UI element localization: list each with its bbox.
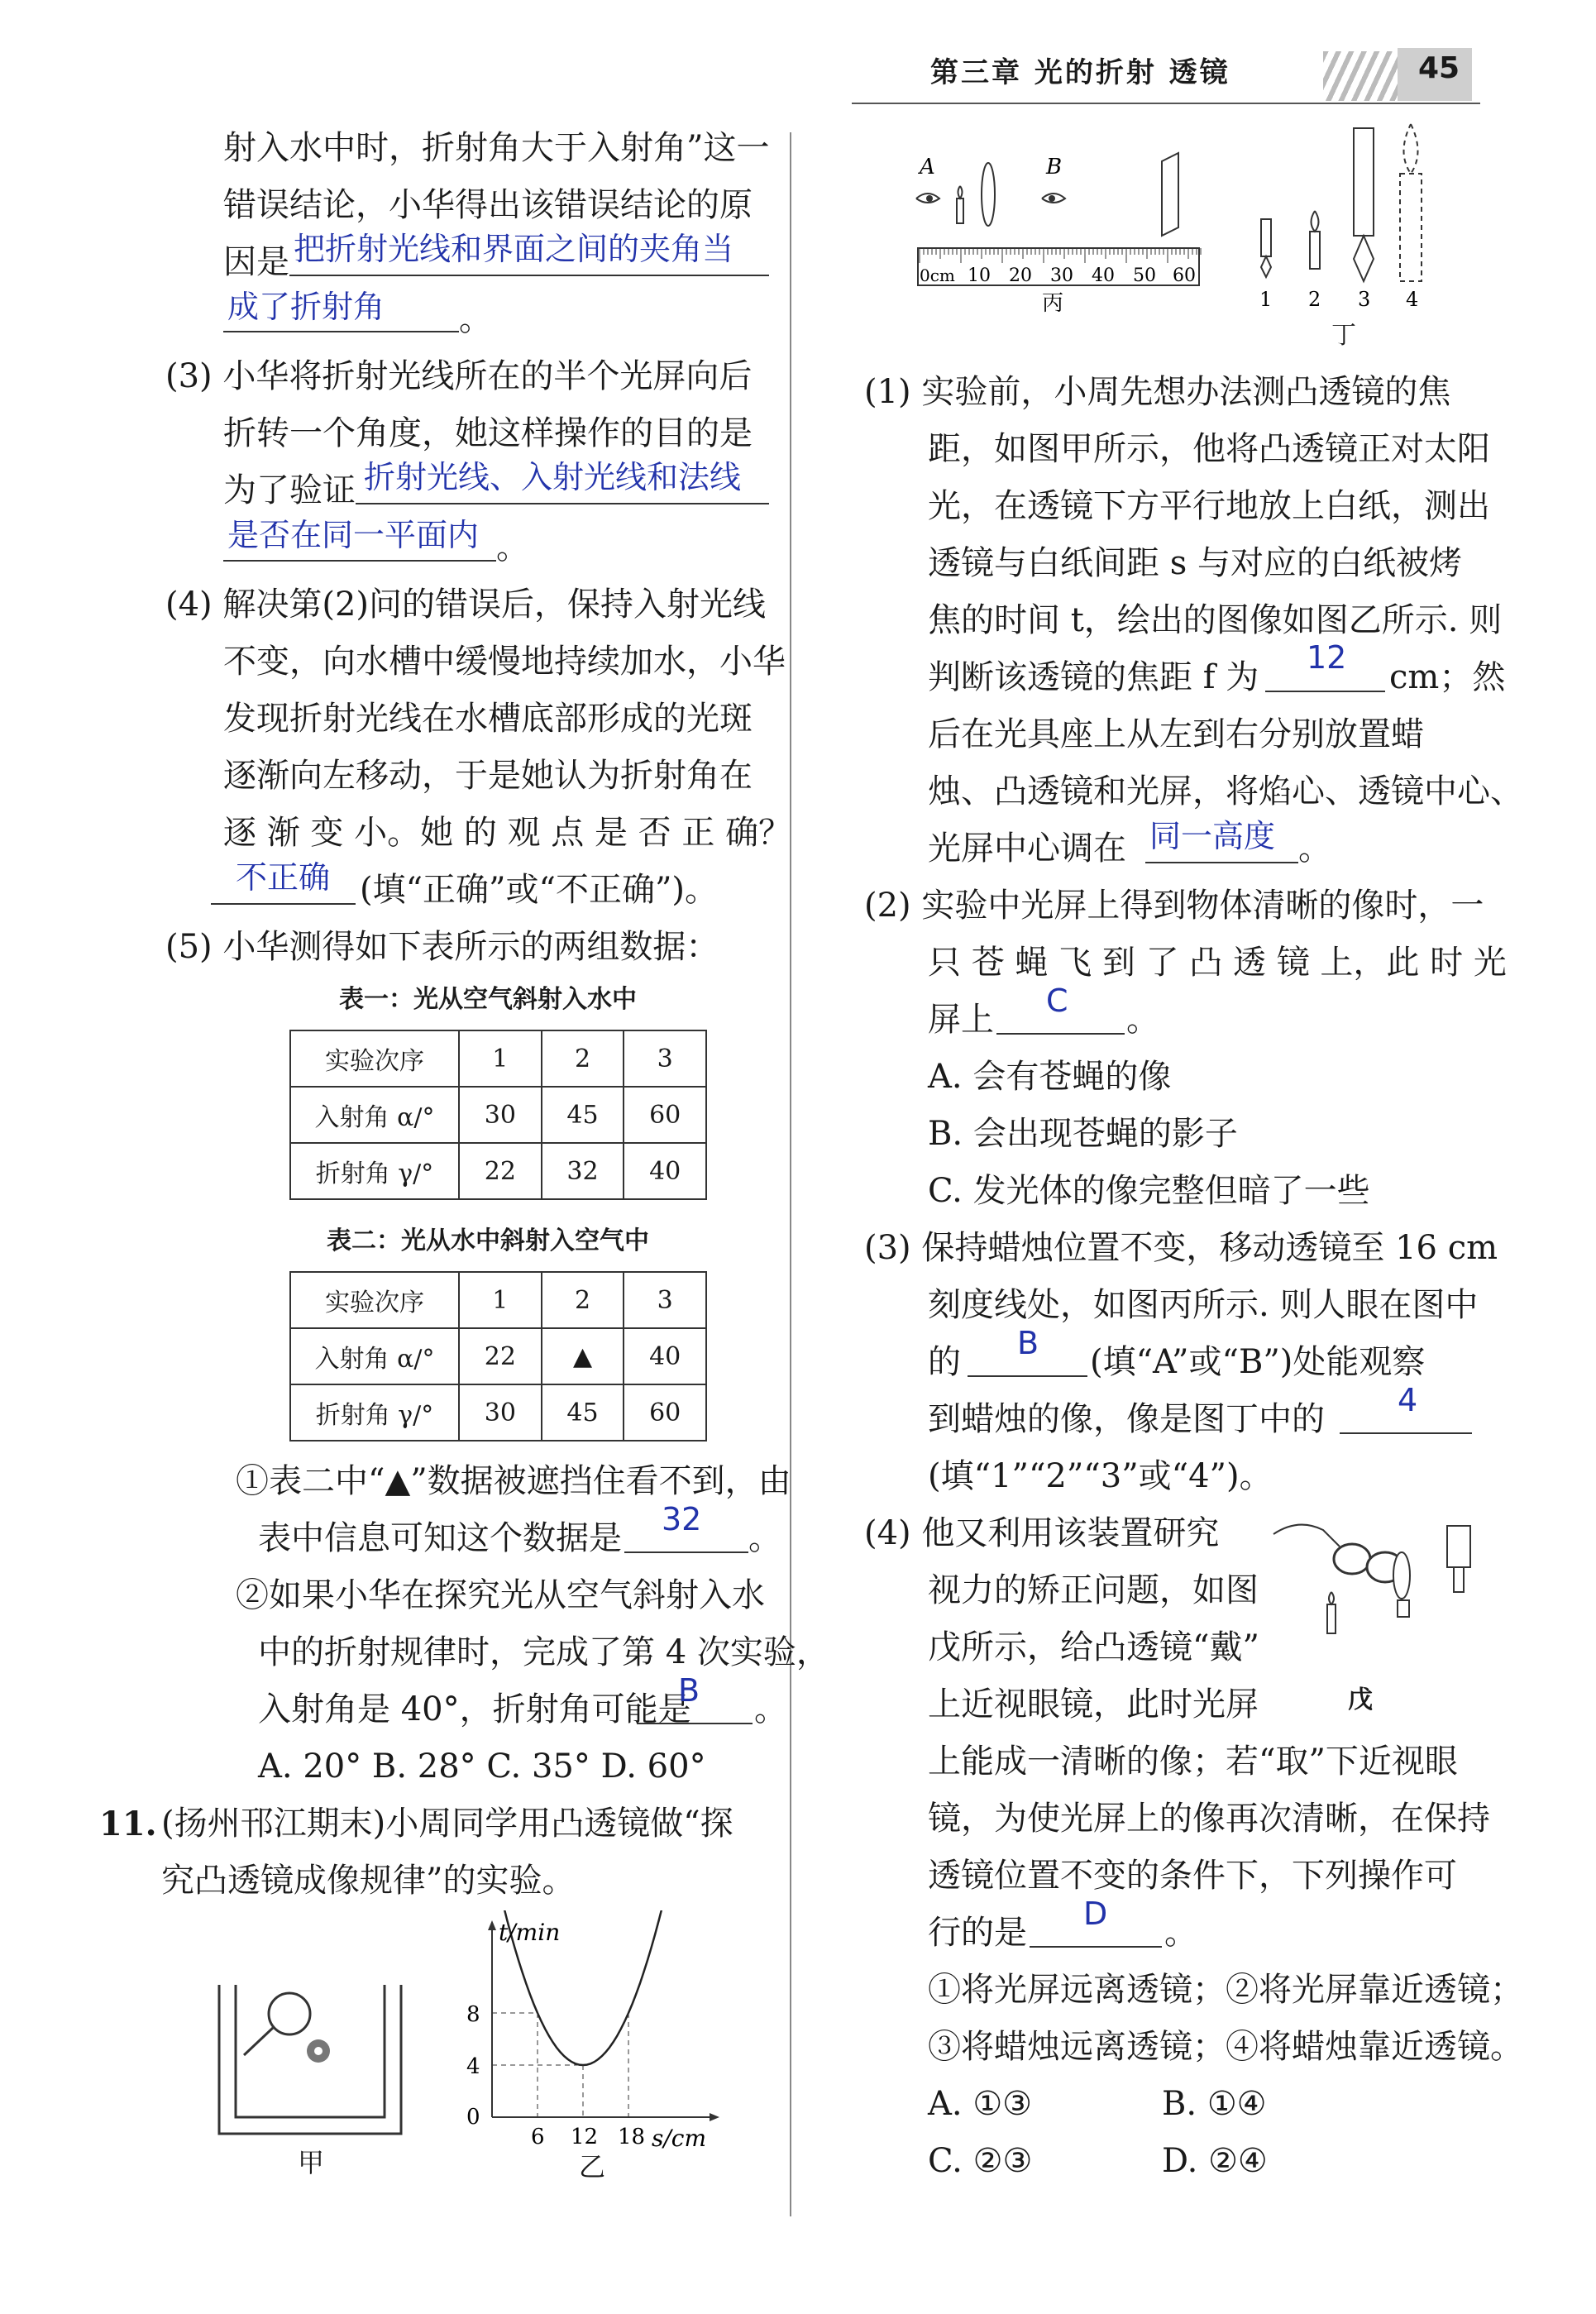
table-cell: 45: [542, 1384, 624, 1441]
question-11-number: 11.: [99, 1805, 157, 1843]
answer-q4: 不正确: [236, 859, 331, 896]
text-line: 行的是: [928, 1914, 1027, 1952]
answer-blank: [1265, 691, 1385, 692]
ruler-label: 10: [968, 265, 991, 286]
text-line: 上近视眼镜，此时光屏: [928, 1685, 1259, 1724]
text-line: 距，如图甲所示，他将凸透镜正对太阳: [928, 430, 1490, 468]
text-line: 镜，为使光屏上的像再次清晰，在保持: [928, 1800, 1490, 1838]
text-line: 后在光具座上从左到右分别放置蜡: [928, 715, 1424, 753]
text-line: 。: [748, 1519, 781, 1557]
image-4: [1400, 174, 1422, 281]
table-cell: 40: [624, 1328, 706, 1384]
answer-blank: [223, 331, 459, 332]
candle-icon: [1327, 1604, 1336, 1633]
text-line: 射入水中时，折射角大于入射角”这一: [223, 129, 770, 167]
option: A. 会有苍蝇的像: [928, 1058, 1172, 1096]
x-axis-label: s/cm: [652, 2125, 707, 2150]
answer-blank: [1145, 862, 1298, 863]
text-line: ①将光屏远离透镜；②将光屏靠近透镜；: [928, 1971, 1523, 2009]
ruler-label: 50: [1133, 265, 1156, 286]
answer-blank: [637, 1723, 753, 1724]
x-tick: 18: [618, 2125, 646, 2149]
sub-question-2: ②如果小华在探究光从空气斜射入水: [236, 1576, 765, 1614]
text-line: 因是: [223, 243, 289, 281]
text-line: 的: [928, 1343, 961, 1381]
figure-wu: [1265, 1509, 1480, 1675]
text-line: 刻度线处，如图丙所示. 则人眼在图中: [928, 1286, 1479, 1324]
y-tick: 8: [466, 2002, 480, 2027]
text-line: 逐 渐 变 小。她 的 观 点 是 否 正 确？: [223, 814, 792, 852]
text-line: 判断该透镜的焦距 f 为: [928, 658, 1259, 696]
answer-blank: [1340, 1432, 1472, 1434]
text-line: 中的折射规律时，完成了第 4 次实验，: [258, 1633, 829, 1671]
option: D. ②④: [1162, 2142, 1268, 2180]
ding-label: 4: [1406, 288, 1419, 311]
eye-a-label: A: [920, 155, 935, 179]
option: C. ②③: [928, 2142, 1033, 2180]
fig-ding-label: 丁: [1331, 321, 1356, 350]
x-tick: 12: [571, 2125, 599, 2149]
image-3: [1354, 128, 1374, 236]
option: A. ①③: [928, 2085, 1033, 2123]
answer-blank: [356, 503, 769, 504]
table-cell: 60: [624, 1384, 706, 1441]
table1: [289, 1030, 707, 1200]
text-line: (填“A”或“B”)处能观察: [1090, 1343, 1426, 1381]
answer-p3-c: B: [1017, 1325, 1039, 1361]
table-cell: 1: [459, 1272, 542, 1328]
magnifier-handle: [244, 2028, 273, 2055]
text-line: 焦的时间 t，绘出的图像如图乙所示. 则: [928, 601, 1503, 639]
option: C. 发光体的像完整但暗了一些: [928, 1172, 1370, 1210]
answer-blank: [996, 1033, 1125, 1035]
ding-label: 2: [1308, 288, 1321, 311]
question-p3: (3) 保持蜡烛位置不变，移动透镜至 16 cm: [864, 1229, 1498, 1267]
sub-question-1: ①表二中“▲”数据被遮挡住看不到，由: [236, 1462, 791, 1500]
text-line: 到蜡烛的像，像是图丁中的: [928, 1400, 1325, 1438]
text-line: 入射角是 40°，折射角可能是: [258, 1690, 691, 1728]
fig-bing-label: 丙: [1042, 291, 1064, 314]
text-line: 光屏中心调在: [928, 830, 1126, 868]
figure-bing: [910, 149, 1224, 314]
table1-caption: 表一：光从空气斜射入水中: [339, 985, 637, 1014]
text-line: (填“1”“2”“3”或“4”)。: [928, 1457, 1273, 1495]
question-3: (3) 小华将折射光线所在的半个光屏向后: [165, 357, 753, 395]
y-tick: 4: [466, 2054, 480, 2079]
answer-blank: [624, 1551, 748, 1553]
table-cell: 22: [459, 1328, 542, 1384]
ruler-label: 30: [1050, 265, 1073, 286]
text-line: 逐渐向左移动，于是她认为折射角在: [223, 757, 753, 795]
answer-s2: B: [678, 1672, 700, 1709]
image-2: [1310, 232, 1320, 269]
text-line: 发现折射光线在水槽底部形成的光斑: [223, 700, 753, 738]
header-stripes: [1323, 51, 1406, 101]
option: B. ①④: [1162, 2085, 1267, 2123]
ruler-label: 40: [1092, 265, 1115, 286]
figure-yi-graph: [455, 1910, 728, 2150]
text-line: 不变，向水槽中缓慢地持续加水，小华: [223, 643, 786, 681]
table-cell: ▲: [542, 1328, 624, 1384]
text-line: 透镜位置不变的条件下，下列操作可: [928, 1857, 1457, 1895]
text-line: 表中信息可知这个数据是: [258, 1519, 622, 1557]
answer-blank: [223, 560, 496, 562]
text-line: 视力的矫正问题，如图: [928, 1571, 1259, 1609]
table-cell: 折射角 γ/°: [290, 1384, 459, 1441]
fig-yi-label: 乙: [579, 2151, 606, 2183]
text-line: 错误结论，小华得出该错误结论的原: [223, 186, 753, 224]
text-line: 屏上: [928, 1001, 994, 1039]
answer-s1: 32: [662, 1501, 702, 1537]
table-cell: 32: [542, 1143, 624, 1199]
table-cell: 入射角 α/°: [290, 1328, 459, 1384]
eye-b-label: B: [1046, 155, 1063, 179]
option: B. 会出现苍蝇的影子: [928, 1115, 1238, 1153]
x-tick: 6: [531, 2125, 545, 2149]
table-cell: 45: [542, 1087, 624, 1143]
question-11: (扬州邗江期末)小周同学用凸透镜做“探: [161, 1805, 733, 1843]
text-line: 戊所示，给凸透镜“戴”: [928, 1628, 1259, 1666]
answer-reason-a: 把折射光线和界面之间的夹角当: [294, 231, 734, 267]
options-line: A. 20° B. 28° C. 35° D. 60°: [258, 1747, 706, 1786]
text-line: 为了验证: [223, 471, 356, 509]
answer-blank: [289, 275, 769, 276]
table-cell: 3: [624, 1272, 706, 1328]
text-line: 。: [1164, 1914, 1197, 1952]
table-cell: 60: [624, 1087, 706, 1143]
ruler-label: 0cm: [920, 265, 955, 285]
question-4: (4) 解决第(2)问的错误后，保持入射光线: [165, 586, 767, 624]
screen-icon: [1447, 1526, 1470, 1567]
table-cell: 1: [459, 1030, 542, 1087]
fig-wu-label: 戊: [1348, 1685, 1373, 1714]
question-5: (5) 小华测得如下表所示的两组数据：: [165, 928, 719, 966]
ruler-label: 20: [1009, 265, 1032, 286]
text-line: 只 苍 蝇 飞 到 了 凸 透 镜 上，此 时 光: [928, 944, 1507, 982]
answer-p3-d: 4: [1398, 1382, 1418, 1418]
answer-p4: D: [1083, 1896, 1108, 1932]
text-line: cm；然: [1389, 658, 1506, 696]
text-line: 。: [459, 300, 492, 338]
text-line: 。: [754, 1690, 787, 1728]
ruler-label: 60: [1173, 265, 1196, 286]
table-cell: 2: [542, 1272, 624, 1328]
figure-ding: [1245, 120, 1484, 314]
y-tick: 0: [466, 2105, 480, 2130]
table-cell: 30: [459, 1384, 542, 1441]
answer-blank: [211, 903, 356, 905]
table-cell: 实验次序: [290, 1030, 459, 1087]
table-cell: 折射角 γ/°: [290, 1143, 459, 1199]
hand-icon: [1273, 1525, 1340, 1547]
candle-icon: [957, 198, 963, 223]
answer-q3-a: 折射光线、入射光线和法线: [364, 459, 742, 495]
question-p2: (2) 实验中光屏上得到物体清晰的像时，一: [864, 887, 1484, 925]
text-line: 。: [496, 528, 529, 567]
screen-icon: [1162, 153, 1178, 236]
text-line: 折转一个角度，她这样操作的目的是: [223, 414, 753, 452]
answer-p1-i: 同一高度: [1149, 818, 1276, 854]
text-line: ③将蜡烛远离透镜；④将蜡烛靠近透镜。: [928, 2028, 1523, 2066]
table-cell: 40: [624, 1143, 706, 1199]
page-number: 45: [1418, 51, 1460, 85]
y-axis-label: t/min: [499, 1919, 561, 1946]
text-line: 烛、凸透镜和光屏，将焰心、透镜中心、: [928, 772, 1523, 810]
answer-reason-b: 成了折射角: [227, 289, 385, 325]
question-p4: (4) 他又利用该装置研究: [864, 1514, 1220, 1552]
text-line: 。: [1298, 830, 1331, 868]
lens-icon: [1393, 1552, 1410, 1599]
table2: [289, 1271, 707, 1441]
table-cell: 实验次序: [290, 1272, 459, 1328]
answer-blank: [1030, 1946, 1162, 1948]
text-line: (填“正确”或“不正确”)。: [360, 871, 719, 909]
header-rule: [852, 103, 1480, 104]
magnifier-lens: [269, 1993, 310, 2034]
table-cell: 30: [459, 1087, 542, 1143]
text-line: 。: [1126, 1001, 1159, 1039]
table-cell: 2: [542, 1030, 624, 1087]
ding-label: 3: [1358, 288, 1371, 311]
lens-icon: [982, 163, 995, 226]
text-line: 光，在透镜下方平行地放上白纸，测出: [928, 487, 1490, 525]
answer-blank: [968, 1375, 1087, 1377]
question-p1: (1) 实验前，小周先想办法测凸透镜的焦: [864, 373, 1451, 411]
figure-jia: [211, 1968, 409, 2150]
table-cell: 3: [624, 1030, 706, 1087]
answer-q3-b: 是否在同一平面内: [227, 517, 480, 553]
image-1: [1261, 219, 1271, 256]
table2-caption: 表二：光从水中斜射入空气中: [327, 1226, 649, 1255]
table-cell: 22: [459, 1143, 542, 1199]
text-line: 究凸透镜成像规律”的实验。: [161, 1862, 576, 1900]
text-line: 上能成一清晰的像；若“取”下近视眼: [928, 1743, 1458, 1781]
text-line: 透镜与白纸间距 s 与对应的白纸被烤: [928, 544, 1462, 582]
answer-p1-f: 12: [1307, 639, 1347, 676]
ding-label: 1: [1259, 288, 1273, 311]
table-cell: 入射角 α/°: [290, 1087, 459, 1143]
fig-jia-label: 甲: [298, 2147, 325, 2178]
answer-p2: C: [1046, 982, 1068, 1019]
glasses-icon: [1334, 1544, 1370, 1574]
chapter-header: 第三章 光的折射 透镜: [930, 56, 1230, 89]
column-divider: [790, 132, 791, 2216]
